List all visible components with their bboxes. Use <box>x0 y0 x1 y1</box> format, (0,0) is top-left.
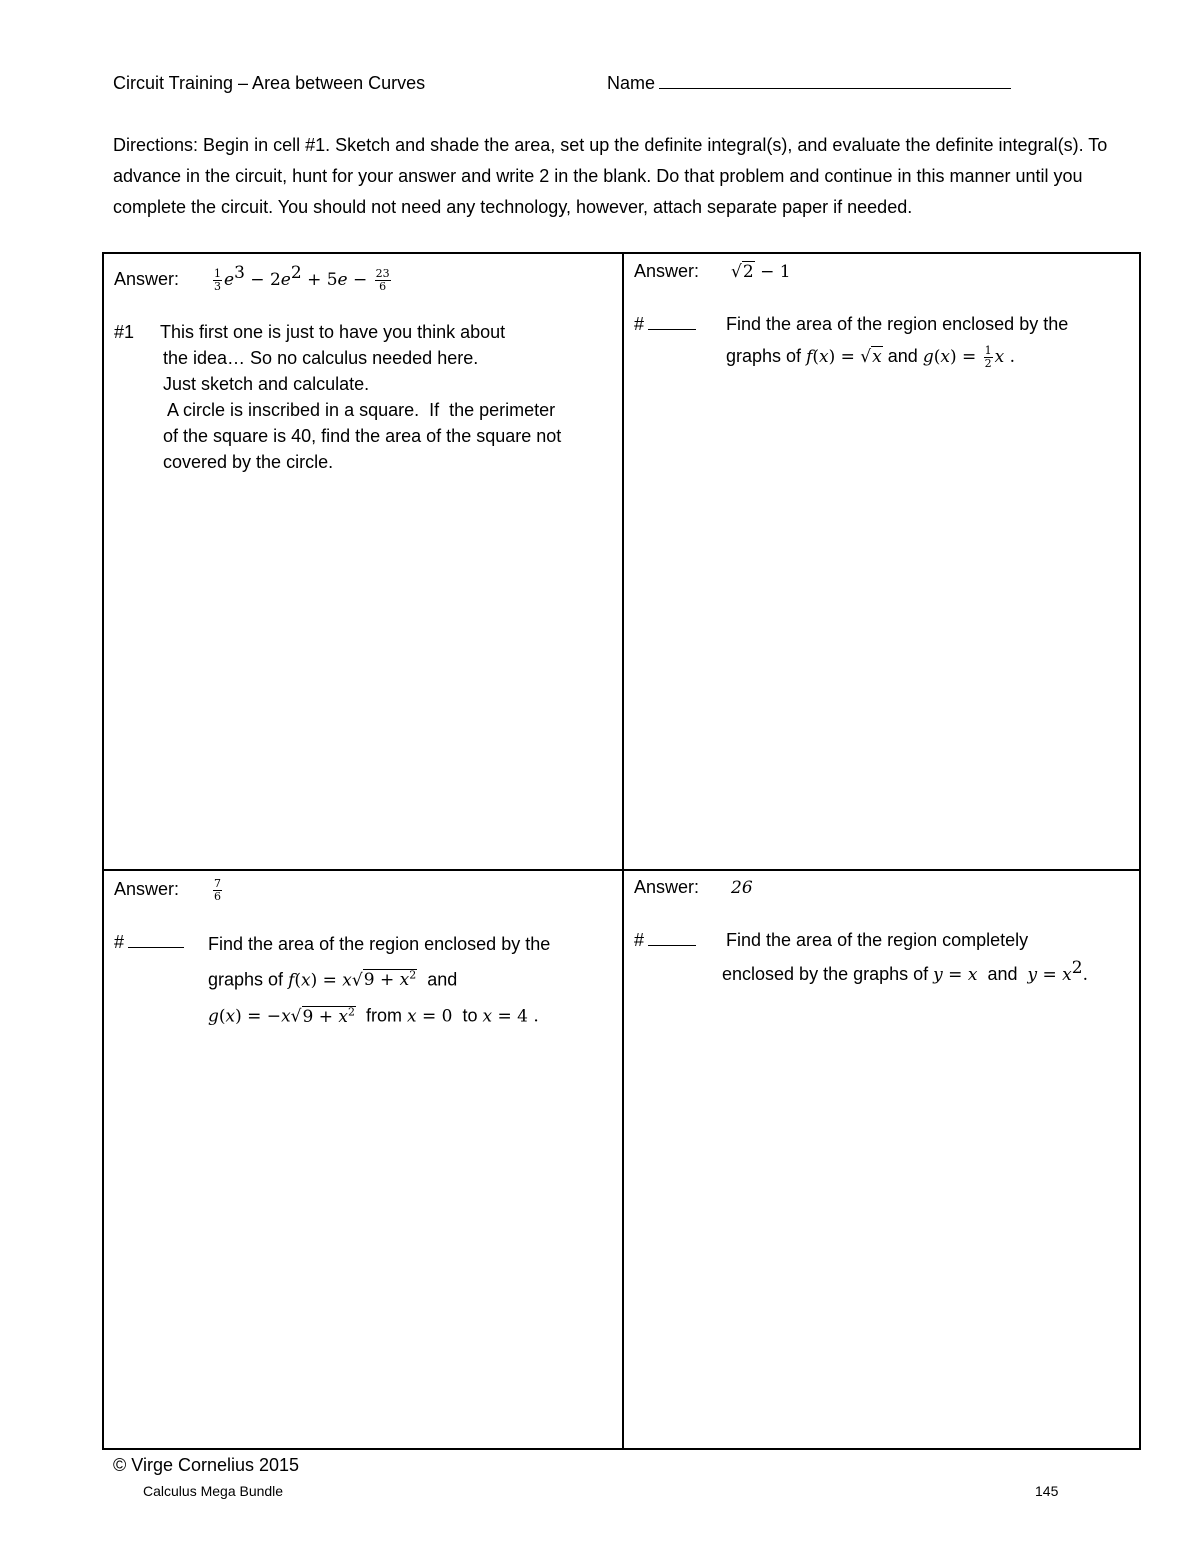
problem-line: of the square is 40, find the area of the square not <box>163 426 562 446</box>
directions: Directions: Begin in cell #1. Sketch and shade the area, set up the definite integral(s), and evaluate the definite integral(s). To advance in the circuit, hunt for your answer and write 2 in the blank. Do that problem and continue in this manner until you complete the circuit. You should not need any technology, however, attach separate paper if needed. <box>113 135 1108 217</box>
problem-line-formula: $g(x) = -x√9 + x^2$ from x = 0 to x = 4 . <box>208 1005 539 1028</box>
cell-4 <box>634 874 1134 988</box>
answer-label: Answer: <box>634 877 700 897</box>
problem-number-row <box>634 311 696 337</box>
problem-number: #1 <box>114 322 135 342</box>
problem-line: Find the area of the region completely <box>726 930 1029 950</box>
problem-line: A circle is inscribed in a square. If the perimeter <box>163 400 556 420</box>
problem-block <box>114 319 614 475</box>
answer-expression: √2 − 1 <box>731 262 791 282</box>
answer-label: Answer: <box>634 261 700 281</box>
answer-value: 26 <box>731 878 753 898</box>
grid-divider-horizontal <box>104 869 1139 871</box>
answer-blank[interactable] <box>648 317 696 330</box>
cell-2 <box>634 258 1134 370</box>
name-field <box>607 73 1011 94</box>
problem-number: # <box>114 931 125 952</box>
problem-line: covered by the circle. <box>163 452 334 472</box>
problem-block <box>634 927 1134 988</box>
problem-line: the idea… So no calculus needed here. <box>163 348 479 368</box>
page-number: 145 <box>1035 1483 1059 1499</box>
answer-blank[interactable] <box>648 933 696 946</box>
book-title: Calculus Mega Bundle <box>143 1483 284 1499</box>
problem-line-formula: graphs of $f(x) = x√9 + x^2$ and <box>208 968 458 991</box>
problem-line: Just sketch and calculate. <box>163 374 370 394</box>
problem-number-row <box>634 927 696 953</box>
cell-1 <box>114 260 614 475</box>
problem-number: # <box>634 314 645 334</box>
copyright: © Virge Cornelius 2015 <box>113 1455 300 1475</box>
answer-label: Answer: <box>114 269 180 289</box>
problem-line-formula: enclosed by the graphs of y = x and $y = x^2$. <box>722 958 1088 985</box>
problem-number: # <box>634 930 645 950</box>
problem-block <box>634 311 1134 370</box>
name-blank[interactable] <box>659 74 1011 89</box>
circuit-grid <box>102 252 1141 1450</box>
answer-blank[interactable] <box>128 935 184 948</box>
problem-line: Find the area of the region enclosed by the <box>208 933 551 954</box>
problem-line: Find the area of the region enclosed by the <box>726 314 1069 334</box>
answer-row <box>114 260 614 293</box>
problem-line: This first one is just to have you think about <box>160 322 506 342</box>
answer-row <box>114 876 614 903</box>
name-label: Name <box>607 73 656 93</box>
grid-divider-vertical <box>622 254 624 1448</box>
problem-number-row <box>114 929 184 955</box>
answer-expression: $\frac{7}{6}$ <box>214 876 222 903</box>
answer-label: Answer: <box>114 879 180 899</box>
answer-row <box>634 258 1134 285</box>
problem-block <box>114 929 614 1033</box>
answer-expression: $\frac{1}{3}$ $e^3 - 2e^2 + 5e$ − $\frac{23}{6}$ <box>214 263 390 293</box>
cell-3 <box>114 876 614 1033</box>
answer-row <box>634 874 1134 901</box>
problem-line-formula: graphs of f(x) = √x and g(x) = $\frac{1}{2}$ x . <box>726 343 1016 370</box>
worksheet-title: Circuit Training – Area between Curves <box>113 73 426 93</box>
